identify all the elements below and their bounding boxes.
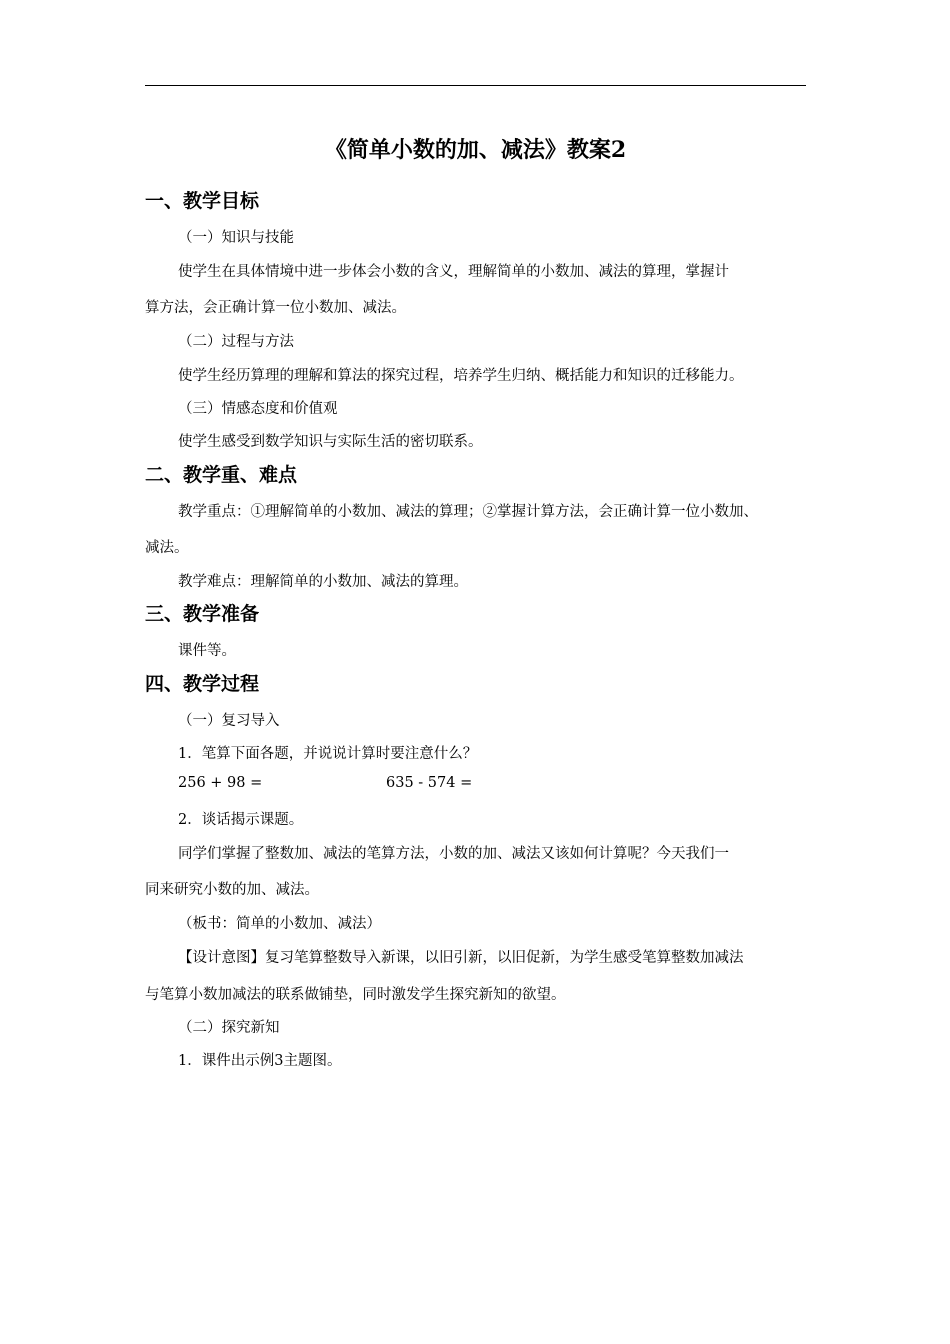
paragraph-line: 同来研究小数的加、减法。: [145, 882, 319, 898]
subheading-process-method: （二）过程与方法: [178, 334, 294, 350]
board-note: （板书：简单的小数加、减法）: [178, 916, 381, 932]
paragraph-line: 同学们掌握了整数加、减法的笔算方法，小数的加、减法又该如何计算呢？今天我们一: [178, 846, 729, 862]
section-heading-key-points: 二、教学重、难点: [145, 464, 298, 486]
equation: 256 + 98 =: [178, 775, 263, 791]
list-item: 1．课件出示例3主题图。: [178, 1053, 342, 1069]
header-rule: [145, 85, 806, 86]
subheading-review: （一）复习导入: [178, 713, 280, 729]
paragraph-line: 算方法，会正确计算一位小数加、减法。: [145, 300, 406, 316]
section-heading-process: 四、教学过程: [145, 673, 260, 695]
subheading-explore: （二）探究新知: [178, 1020, 280, 1036]
equation: 635 - 574 =: [386, 775, 473, 791]
document-title: 《简单小数的加、减法》教案2: [324, 137, 627, 163]
section-heading-preparation: 三、教学准备: [145, 603, 260, 625]
paragraph-line: 教学难点：理解简单的小数加、减法的算理。: [178, 574, 468, 590]
design-intent-line: 与笔算小数加减法的联系做铺垫，同时激发学生探究新知的欲望。: [145, 987, 566, 1003]
subheading-knowledge-skills: （一）知识与技能: [178, 230, 294, 246]
paragraph-line: 课件等。: [178, 643, 236, 659]
paragraph-line: 教学重点：①理解简单的小数加、减法的算理；②掌握计算方法，会正确计算一位小数加、: [178, 504, 758, 520]
paragraph-line: 使学生经历算理的理解和算法的探究过程，培养学生归纳、概括能力和知识的迁移能力。: [178, 368, 744, 384]
paragraph-line: 减法。: [145, 540, 189, 556]
paragraph-line: 使学生感受到数学知识与实际生活的密切联系。: [178, 434, 483, 450]
subheading-attitude-values: （三）情感态度和价值观: [178, 401, 338, 417]
design-intent-line: 【设计意图】复习笔算整数导入新课，以旧引新，以旧促新，为学生感受笔算整数加减法: [178, 950, 744, 966]
list-item: 1．笔算下面各题，并说说计算时要注意什么？: [178, 746, 478, 762]
paragraph-line: 使学生在具体情境中进一步体会小数的含义，理解简单的小数加、减法的算理，掌握计: [178, 264, 729, 280]
list-item: 2．谈话揭示课题。: [178, 812, 304, 828]
section-heading-objectives: 一、教学目标: [145, 190, 260, 212]
